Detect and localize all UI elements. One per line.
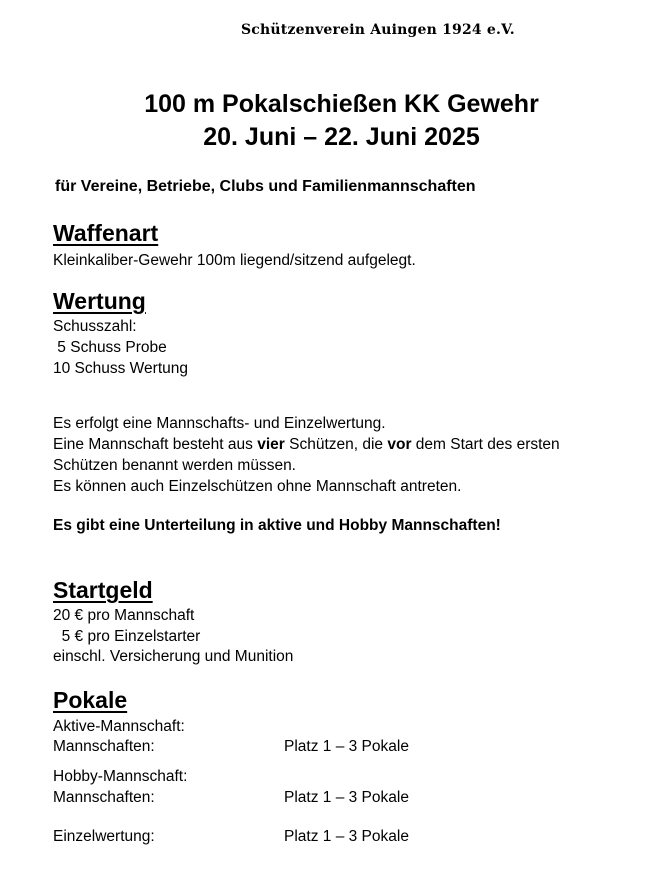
pokale-einzel-value: Platz 1 – 3 Pokale <box>284 828 409 845</box>
wertung-paragraph: Es können auch Einzelschützen ohne Mannschaft antreten. <box>53 478 462 495</box>
wertung-line: Schusszahl: <box>53 318 137 335</box>
event-dates: 20. Juni – 22. Juni 2025 <box>203 123 480 151</box>
startgeld-line: einschl. Versicherung und Munition <box>53 648 294 665</box>
club-name: Schützenverein Auingen 1924 e.V. <box>241 22 515 38</box>
pokale-heading: Pokale <box>53 687 128 713</box>
pokale-einzel-label: Einzelwertung: <box>53 828 155 845</box>
pokale-aktive-sub: Mannschaften: <box>53 738 155 755</box>
page-title: 100 m Pokalschießen KK Gewehr <box>144 90 539 118</box>
wertung-line: 5 Schuss Probe <box>53 339 167 356</box>
text-run: Eine Mannschaft besteht aus <box>53 436 258 453</box>
text-run: Schützen, die <box>284 436 388 453</box>
wertung-paragraph <box>53 435 560 456</box>
pokale-hobby-label: Hobby-Mannschaft: <box>53 768 188 785</box>
startgeld-line: 20 € pro Mannschaft <box>53 607 195 624</box>
emphasis-vor: vor <box>387 436 412 453</box>
text-run: dem Start des ersten <box>411 436 560 453</box>
pokale-hobby-sub: Mannschaften: <box>53 789 155 806</box>
pokale-hobby-value: Platz 1 – 3 Pokale <box>284 789 409 806</box>
division-note: Es gibt eine Unterteilung in aktive und Hobby Mannschaften! <box>53 517 501 534</box>
pokale-aktive-value: Platz 1 – 3 Pokale <box>284 738 409 755</box>
startgeld-line: 5 € pro Einzelstarter <box>53 628 201 645</box>
wertung-paragraph: Schützen benannt werden müssen. <box>53 457 296 474</box>
waffenart-heading: Waffenart <box>53 220 159 246</box>
wertung-paragraph: Es erfolgt eine Mannschafts- und Einzelwertung. <box>53 415 386 432</box>
waffenart-text: Kleinkaliber-Gewehr 100m liegend/sitzend aufgelegt. <box>53 252 416 269</box>
audience-line: für Vereine, Betriebe, Clubs und Familienmannschaften <box>55 178 476 195</box>
startgeld-heading: Startgeld <box>53 577 153 603</box>
wertung-heading: Wertung <box>53 288 146 314</box>
wertung-line: 10 Schuss Wertung <box>53 360 188 377</box>
emphasis-vier: vier <box>257 436 285 453</box>
pokale-aktive-label: Aktive-Mannschaft: <box>53 718 185 735</box>
